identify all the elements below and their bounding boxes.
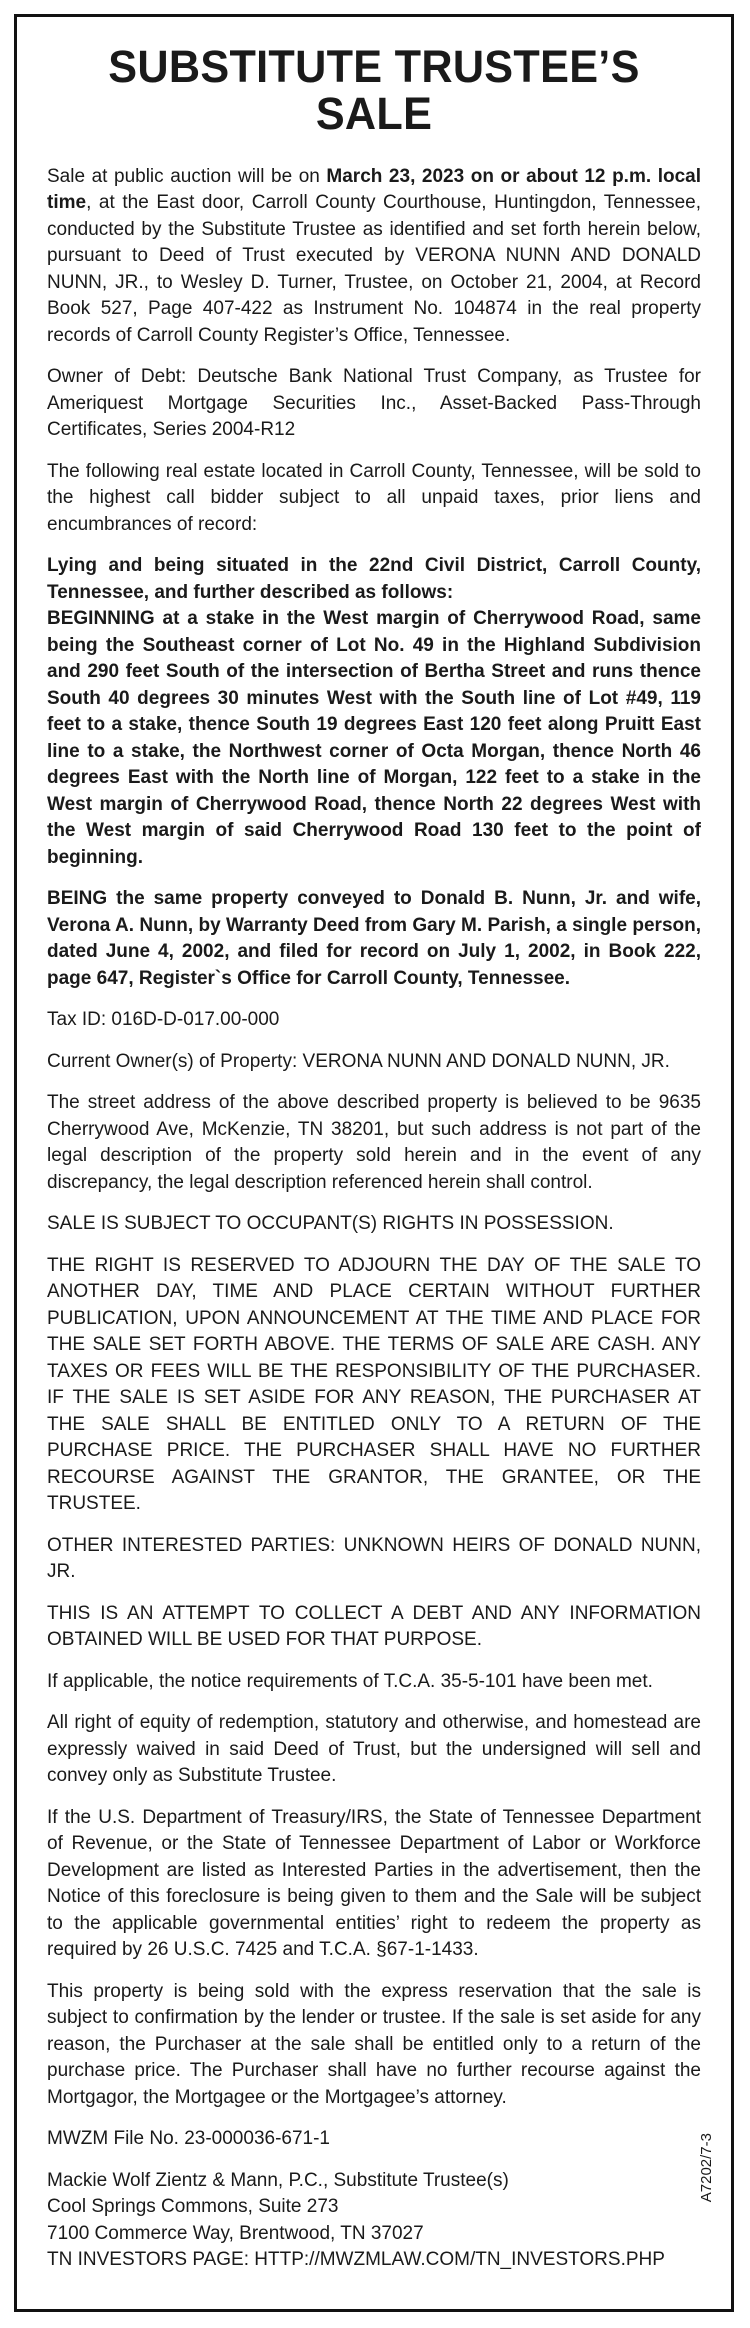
reservation-paragraph: This property is being sold with the express reservation that the sale is subject to confirmation by the lender or trustee. If the sale is set aside for any reason, the Purchaser at the sale shall be entitled only to a return of the purchase price. The Purchaser shall have no further recourse against the Mortgagor, the Mortgagee or the Mortgagee’s attorney. (47, 1980, 701, 2108)
debt-collection-notice: THIS IS AN ATTEMPT TO COLLECT A DEBT AND ANY INFORMATION OBTAINED WILL BE USED FOR THAT PURPOSE. (47, 1602, 701, 1650)
irs-paragraph: If the U.S. Department of Treasury/IRS, the State of Tennessee Department of Revenue, or the State of Tennessee Department of Labor or Workforce Development are listed as Interested Parties in the advertisement, then the Notice of this foreclosure is being given to them and the Sale will be subject to the applicable governmental entities’ right to redeem the property as required by 26 U.S.C. 7425 and T.C.A. §67-1-1433. (47, 1806, 701, 1960)
notice-title: SUBSTITUTE TRUSTEE’S SALE (108, 41, 640, 140)
legal-description-conveyance: BEING the same property conveyed to Donald B. Nunn, Jr. and wife, Verona A. Nunn, by Warranty Deed from Gary M. Parish, a single person, dated June 4, 2002, and filed for record on July 1, 2002, in Book 222, page 647, Register`s Office for Carroll County, Tennessee. (47, 888, 701, 989)
other-interested-parties: OTHER INTERESTED PARTIES: UNKNOWN HEIRS OF DONALD NUNN, JR. (47, 1534, 701, 1582)
current-owner: Current Owner(s) of Property: VERONA NUNN AND DONALD NUNN, JR. (47, 1050, 670, 1072)
legal-description-heading: Lying and being situated in the 22nd Civil District, Carroll County, Tennessee, and further described as follows: (47, 555, 701, 603)
tax-id: Tax ID: 016D-D-017.00-000 (47, 1009, 280, 1030)
legal-notice (14, 14, 734, 2312)
investors-page-link[interactable]: TN INVESTORS PAGE: HTTP://MWZMLAW.COM/TN_INVESTORS.PHP (47, 2249, 665, 2270)
equity-redemption-paragraph: All right of equity of redemption, statutory and otherwise, and homestead are expressly waived in said Deed of Trust, but the undersigned will sell and convey only as Substitute Trustee. (47, 1712, 701, 1786)
occupant-rights: SALE IS SUBJECT TO OCCUPANT(S) RIGHTS IN POSSESSION. (47, 1213, 614, 1234)
owner-of-debt: Owner of Debt: Deutsche Bank National Trust Company, as Trustee for Ameriquest Mortgage Securities Inc., Asset-Backed Pass-Through Certificates, Series 2004-R12 (47, 366, 701, 440)
real-estate-intro: The following real estate located in Carroll County, Tennessee, will be sold to the highest call bidder subject to all unpaid taxes, prior liens and encumbrances of record: (47, 460, 701, 535)
firm-name: Mackie Wolf Zientz & Mann, P.C., Substitute Trustee(s) (47, 2169, 509, 2191)
sale-date-time: March 23, 2023 on or about 12 p.m. local time (47, 165, 701, 213)
firm-suite: Cool Springs Commons, Suite 273 (47, 2196, 339, 2217)
sale-announcement-intro: Sale at public auction will be on (47, 165, 327, 187)
legal-description-metes-bounds: BEGINNING at a stake in the West margin of Cherrywood Road, same being the Southeast corner of Lot No. 49 in the Highland Subdivision and 290 feet South of the intersection of Bertha Street and runs thence South 40 degrees 30 minutes West with the South line of Lot #49, 119 feet to a stake, thence South 19 degrees East 120 feet along Pruitt East line to a stake, the Northwest corner of Octa Morgan, thence North 46 degrees East with the North line of Morgan, 122 feet to a stake in the West margin of Cherrywood Road, thence North 22 degrees West with the West margin of said Cherrywood Road 130 feet to the point of beginning. (47, 608, 701, 868)
trustee-address-block (47, 2168, 701, 2274)
firm-street: 7100 Commerce Way, Brentwood, TN 37027 (47, 2222, 424, 2244)
file-number: MWZM File No. 23-000036-671-1 (47, 2128, 330, 2149)
sale-announcement-details: , at the East door, Carroll County Courthouse, Huntingdon, Tennessee, conducted by the Substitute Trustee as identified and set forth herein below, pursuant to Deed of Trust executed by VERONA NUNN AND DONALD NUNN, JR., to Wesley D. Turner, Trustee, on October 21, 2004, at Record Book 527, Page 407-422 as Instrument No. 104874 in the real property records of Carroll County Register’s Office, Tennessee. (47, 192, 701, 346)
tca-notice: If applicable, the notice requirements of T.C.A. 35-5-101 have been met. (47, 1670, 653, 1692)
right-reserved-paragraph: THE RIGHT IS RESERVED TO ADJOURN THE DAY OF THE SALE TO ANOTHER DAY, TIME AND PLACE CERTAIN WITHOUT FURTHER PUBLICATION, UPON ANNOUNCEMENT AT THE TIME AND PLACE FOR THE SALE SET FORTH ABOVE. THE TERMS OF SALE ARE CASH. ANY TAXES OR FEES WILL BE THE RESPONSIBILITY OF THE PURCHASER. IF THE SALE IS SET ASIDE FOR ANY REASON, THE PURCHASER AT THE SALE SHALL BE ENTITLED ONLY TO A RETURN OF THE PURCHASE PRICE. THE PURCHASER SHALL HAVE NO FURTHER RECOURSE AGAINST THE GRANTOR, THE GRANTEE, OR THE TRUSTEE. (47, 1254, 701, 1514)
street-address-paragraph: The street address of the above described property is believed to be 9635 Cherrywood Ave, McKenzie, TN 38201, but such address is not part of the legal description of the property sold herein and in the event of any discrepancy, the legal description referenced herein shall control. (47, 1092, 701, 1193)
sale-announcement-paragraph (47, 164, 701, 350)
ad-code: A7202/7-3 (698, 2133, 715, 2203)
